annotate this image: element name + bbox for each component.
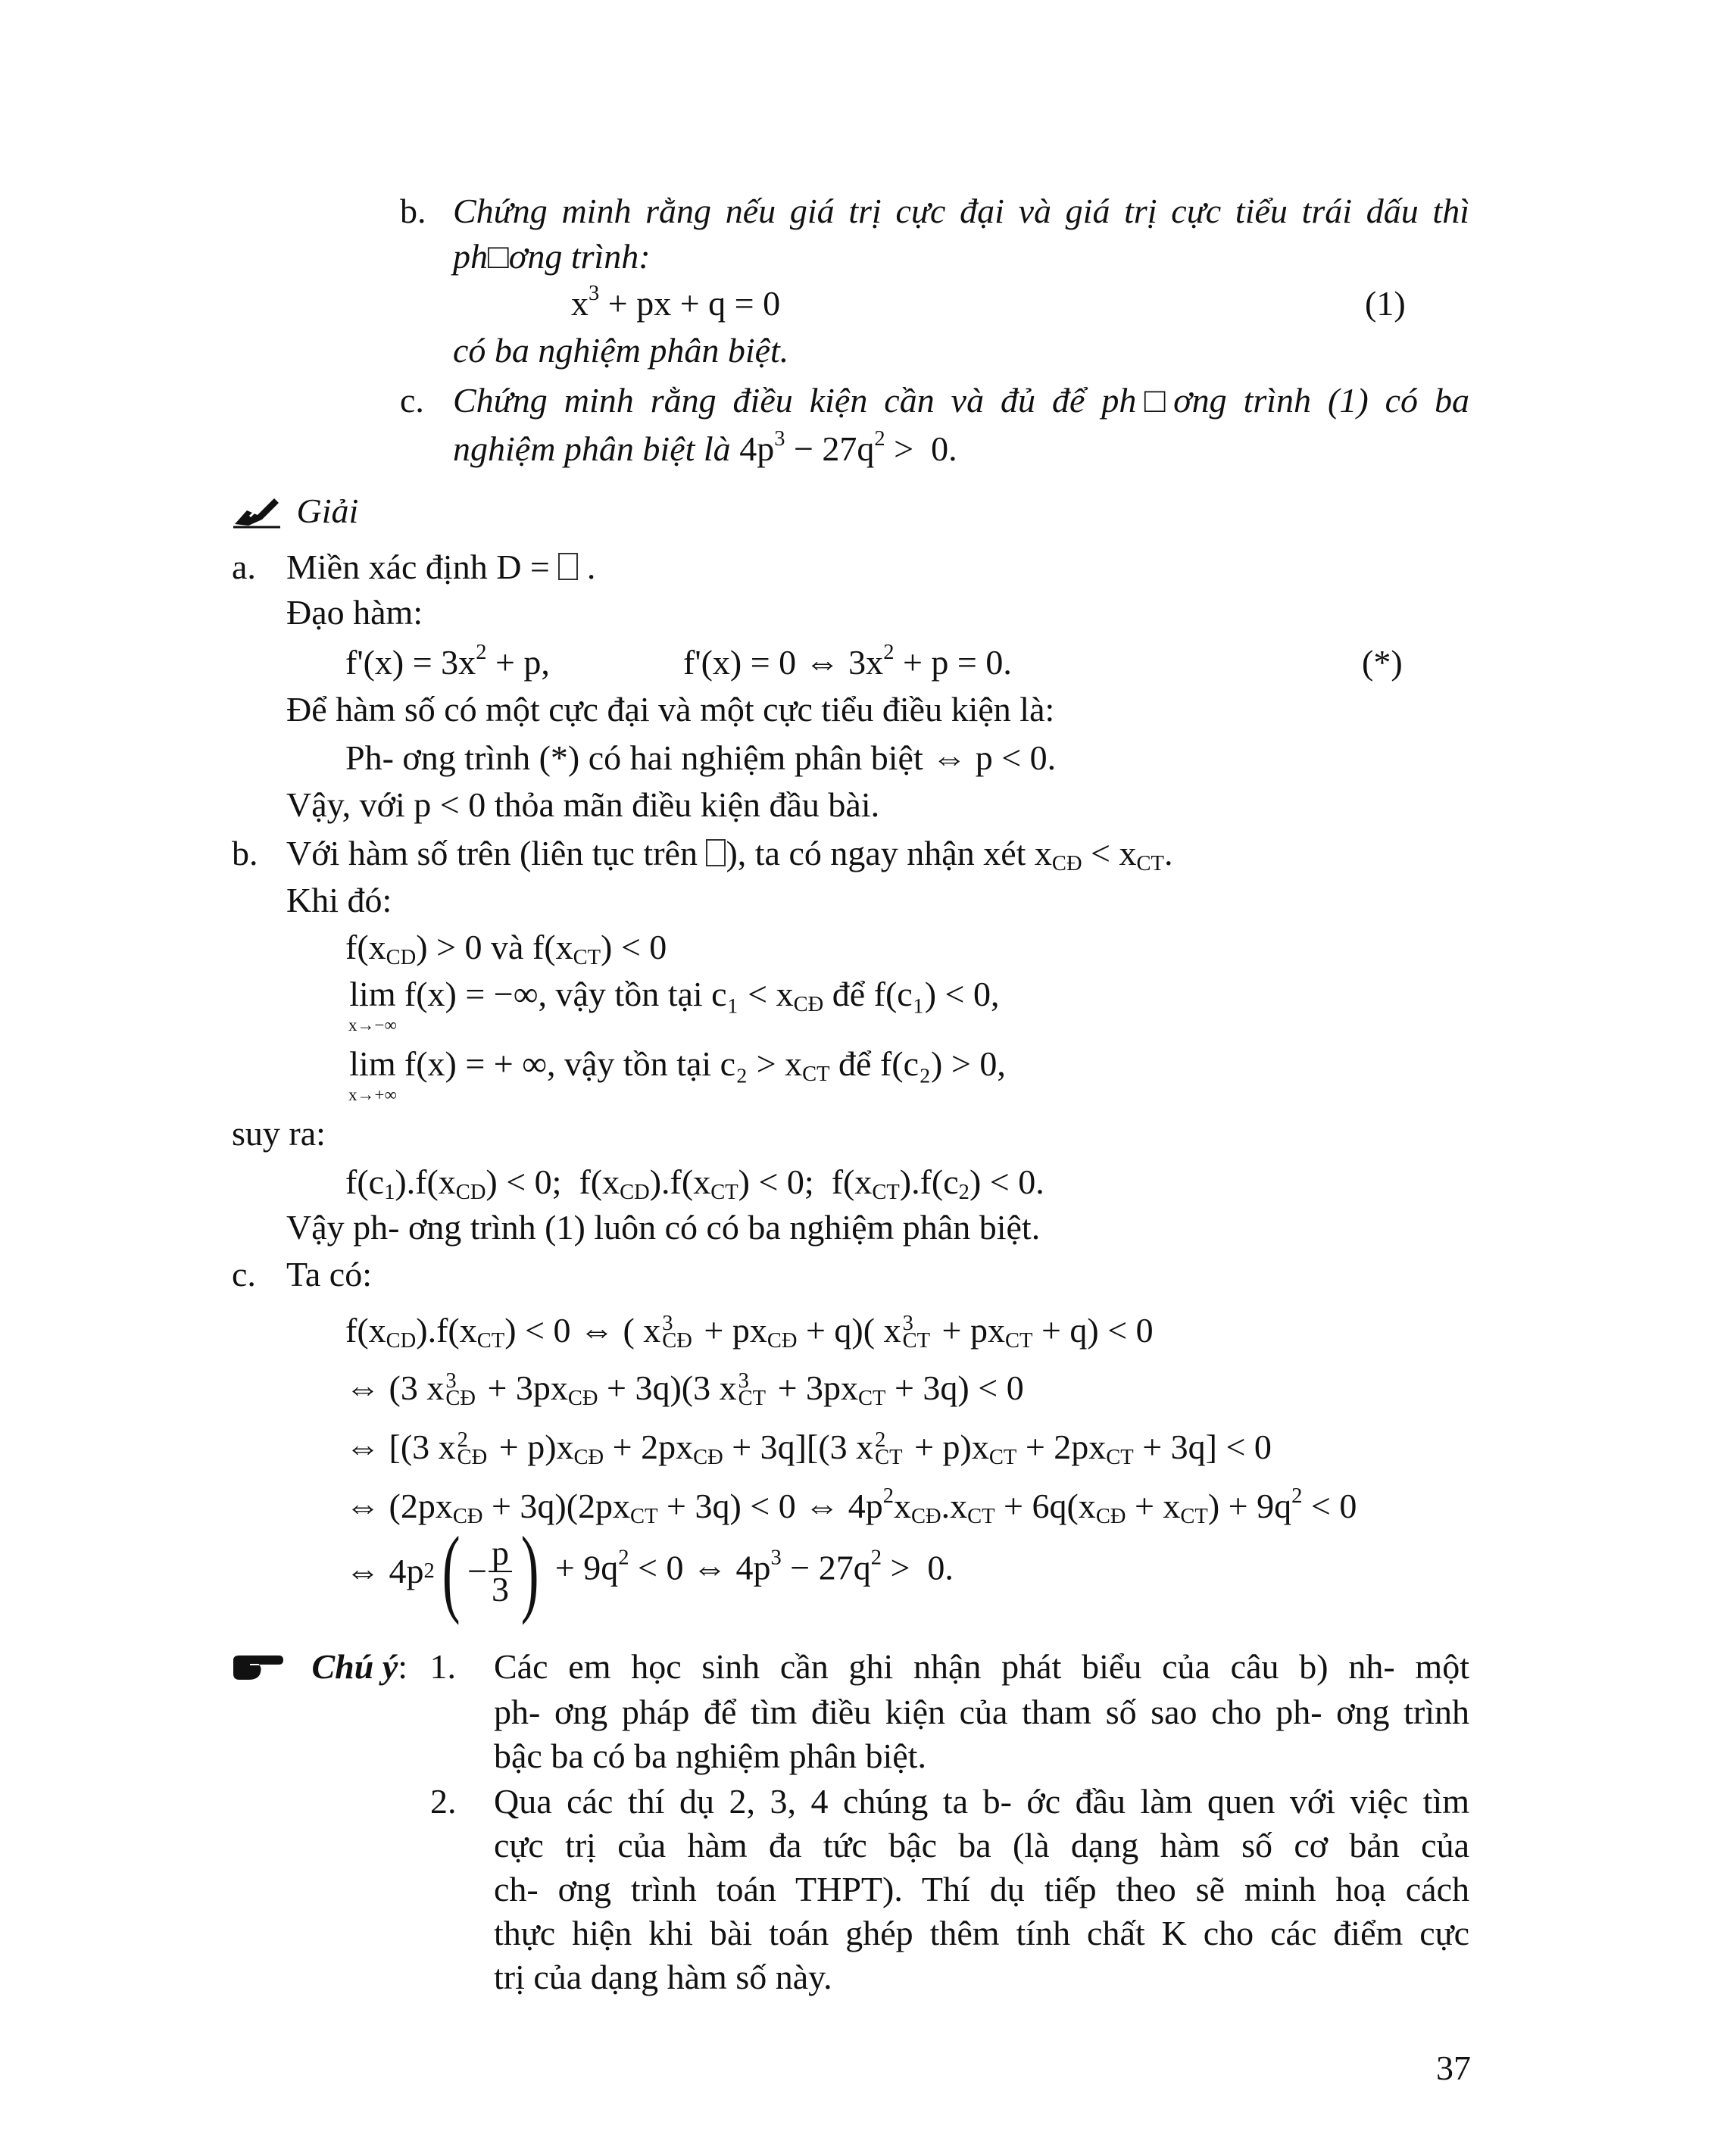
problem-b-line2: ph□ơng trình: (453, 237, 651, 276)
note-item1-line1: Các em học sinh cần ghi nhận phát biểu của câu b) nh- một (494, 1647, 1469, 1686)
sol-c-step3: ⇔ [(3 x 2 CĐ + $p)x_{CĐ} + 2px_{CĐ} + 3q][(3$ x 2 CT + $p)x_{CT} + 2px_{CT} + 3q] < 0$ (345, 1428, 1272, 1470)
sol-b-sign-line: $f(x_{CD}) > 0$ và $f(x_{CT}) < 0$ (345, 928, 667, 970)
sol-a-label: a. (232, 548, 256, 586)
sol-b-conclusion: Vậy ph- ơng trình (1) luôn có có ba nghiệm phân biệt. (286, 1208, 1041, 1247)
sol-b-when: Khi đó: (286, 881, 392, 919)
problem-b-line3: có ba nghiệm phân biệt. (453, 331, 789, 370)
real-set-symbol (558, 553, 578, 580)
sol-c-intro: Ta có: (286, 1255, 373, 1294)
note-header: Chú ý: 1. (232, 1649, 456, 1687)
sol-c-step5: ⇔ 4p 2 ( − $\frac{p}{3}$ ) + $9q^2 < 0$ ⇔ $4p^3 - 27q^2 > 0$. (345, 1517, 954, 1626)
sol-a-derivative-label: Đạo hàm: (286, 593, 423, 632)
writing-hand-icon (232, 494, 282, 535)
problem-b-label: b. (400, 192, 426, 230)
note-item2-num: 2. (430, 1782, 457, 1821)
sol-a-domain: Miền xác định D = . (286, 548, 596, 586)
sol-c-label: c. (232, 1255, 256, 1294)
sol-c-step4: ⇔ $(2px_{CĐ} + 3q)(2px_{CT} + 3q) < 0$ ⇔ $4p^2x_{CĐ}.x_{CT} + 6q(x_{CĐ} + x_{CT}) + 9q^2 < 0$ (345, 1484, 1357, 1529)
note-item1-line2: ph- ơng pháp để tìm điều kiện của tham số sao cho ph- ơng trình (494, 1693, 1469, 1731)
real-set-symbol (706, 839, 726, 866)
note-item2-line4: thực hiện khi bài toán ghép thêm tính chất K cho các điểm cực (494, 1914, 1469, 1952)
sol-b-label: b. (232, 834, 258, 872)
sol-b-limit-plus: lim x→+∞ f(x) = + ∞, vậy tồn tại $c_2 > x_{CT}$ để f(c₂) > 0, (348, 1044, 1006, 1104)
note-item2-line2: cực trị của hàm đa tức bậc ba (là dạng hàm số cơ bản của (494, 1826, 1469, 1865)
problem-c-label: c. (400, 381, 424, 420)
note-item2-line5: trị của dạng hàm số này. (494, 1958, 832, 1996)
sol-a-condition-intro: Để hàm số có một cực đại và một cực tiểu điều kiện là: (286, 690, 1055, 729)
sol-a-star-tag: (*) (1362, 643, 1403, 682)
sol-a-derivative: $f'(x) = 3x^2 + p$, (345, 641, 550, 682)
pointing-hand-icon (232, 1652, 285, 1687)
equation-1-number: (1) (1365, 284, 1406, 323)
problem-c-line1: Chứng minh rằng điều kiện cần và đủ để ph□ơng trình (1) có ba (453, 381, 1469, 420)
sol-b-limit-minus: lim x→−∞ f(x) = −∞, vậy tồn tại $c_1 < x_{CĐ}$ để f(c₁) < 0, (348, 975, 1000, 1034)
note-item1-line3: bậc ba có ba nghiệm phân biệt. (494, 1737, 926, 1775)
note-item2-line3: ch- ơng trình toán THPT). Thí dụ tiếp theo sẽ minh hoạ cách (494, 1870, 1469, 1908)
sol-b-products: $f(c_1).f(x_{CD}) < 0$; $f(x_{CD}).f(x_{CT}) < 0$; $f(x_{CT}).f(c_2) < 0$. (345, 1162, 1044, 1205)
problem-c-line2: nghiệm phân biệt là $4p^3 - 27q^2 > 0$. (453, 427, 957, 468)
note-item2-line1: Qua các thí dụ 2, 3, 4 chúng ta b- ớc đầu làm quen với việc tìm (494, 1782, 1469, 1821)
page-number: 37 (1436, 2049, 1471, 2087)
sol-b-suy-ra: suy ra: (232, 1114, 326, 1153)
sol-c-step2: ⇔ (3 x 3 CĐ + $3px_{CĐ} + 3q)(3$ x 3 CT + $3px_{CT} + 3q) < 0$ (345, 1368, 1024, 1411)
problem-b-line1: Chứng minh rằng nếu giá trị cực đại và giá trị cực tiểu trái dấu thì (453, 192, 1469, 230)
sol-b-intro: Với hàm số trên (liên tục trên ), ta có ngay nhận xét $x_{CĐ} < x_{CT}$. (286, 834, 1173, 876)
sol-a-derivative-zero: f'(x) = 0 ⇔ $3x^2 + p = 0$. (683, 641, 1012, 682)
sol-a-conclusion: Vậy, với p < 0 thỏa mãn điều kiện đầu bài. (286, 785, 880, 824)
sol-a-condition: Ph- ơng trình (*) có hai nghiệm phân biệt ⇔ p < 0. (345, 738, 1057, 777)
equation-1: $x^3$ + px + q = 0 (571, 282, 781, 323)
solution-header: Giải (232, 494, 358, 535)
sol-c-step1: $f(x_{CD}).f(x_{CT}) < 0$ ⇔ ( x 3 CĐ + $px_{CĐ} + q$)( x 3 CT + $px_{CT} + q) < 0$ (345, 1311, 1154, 1353)
